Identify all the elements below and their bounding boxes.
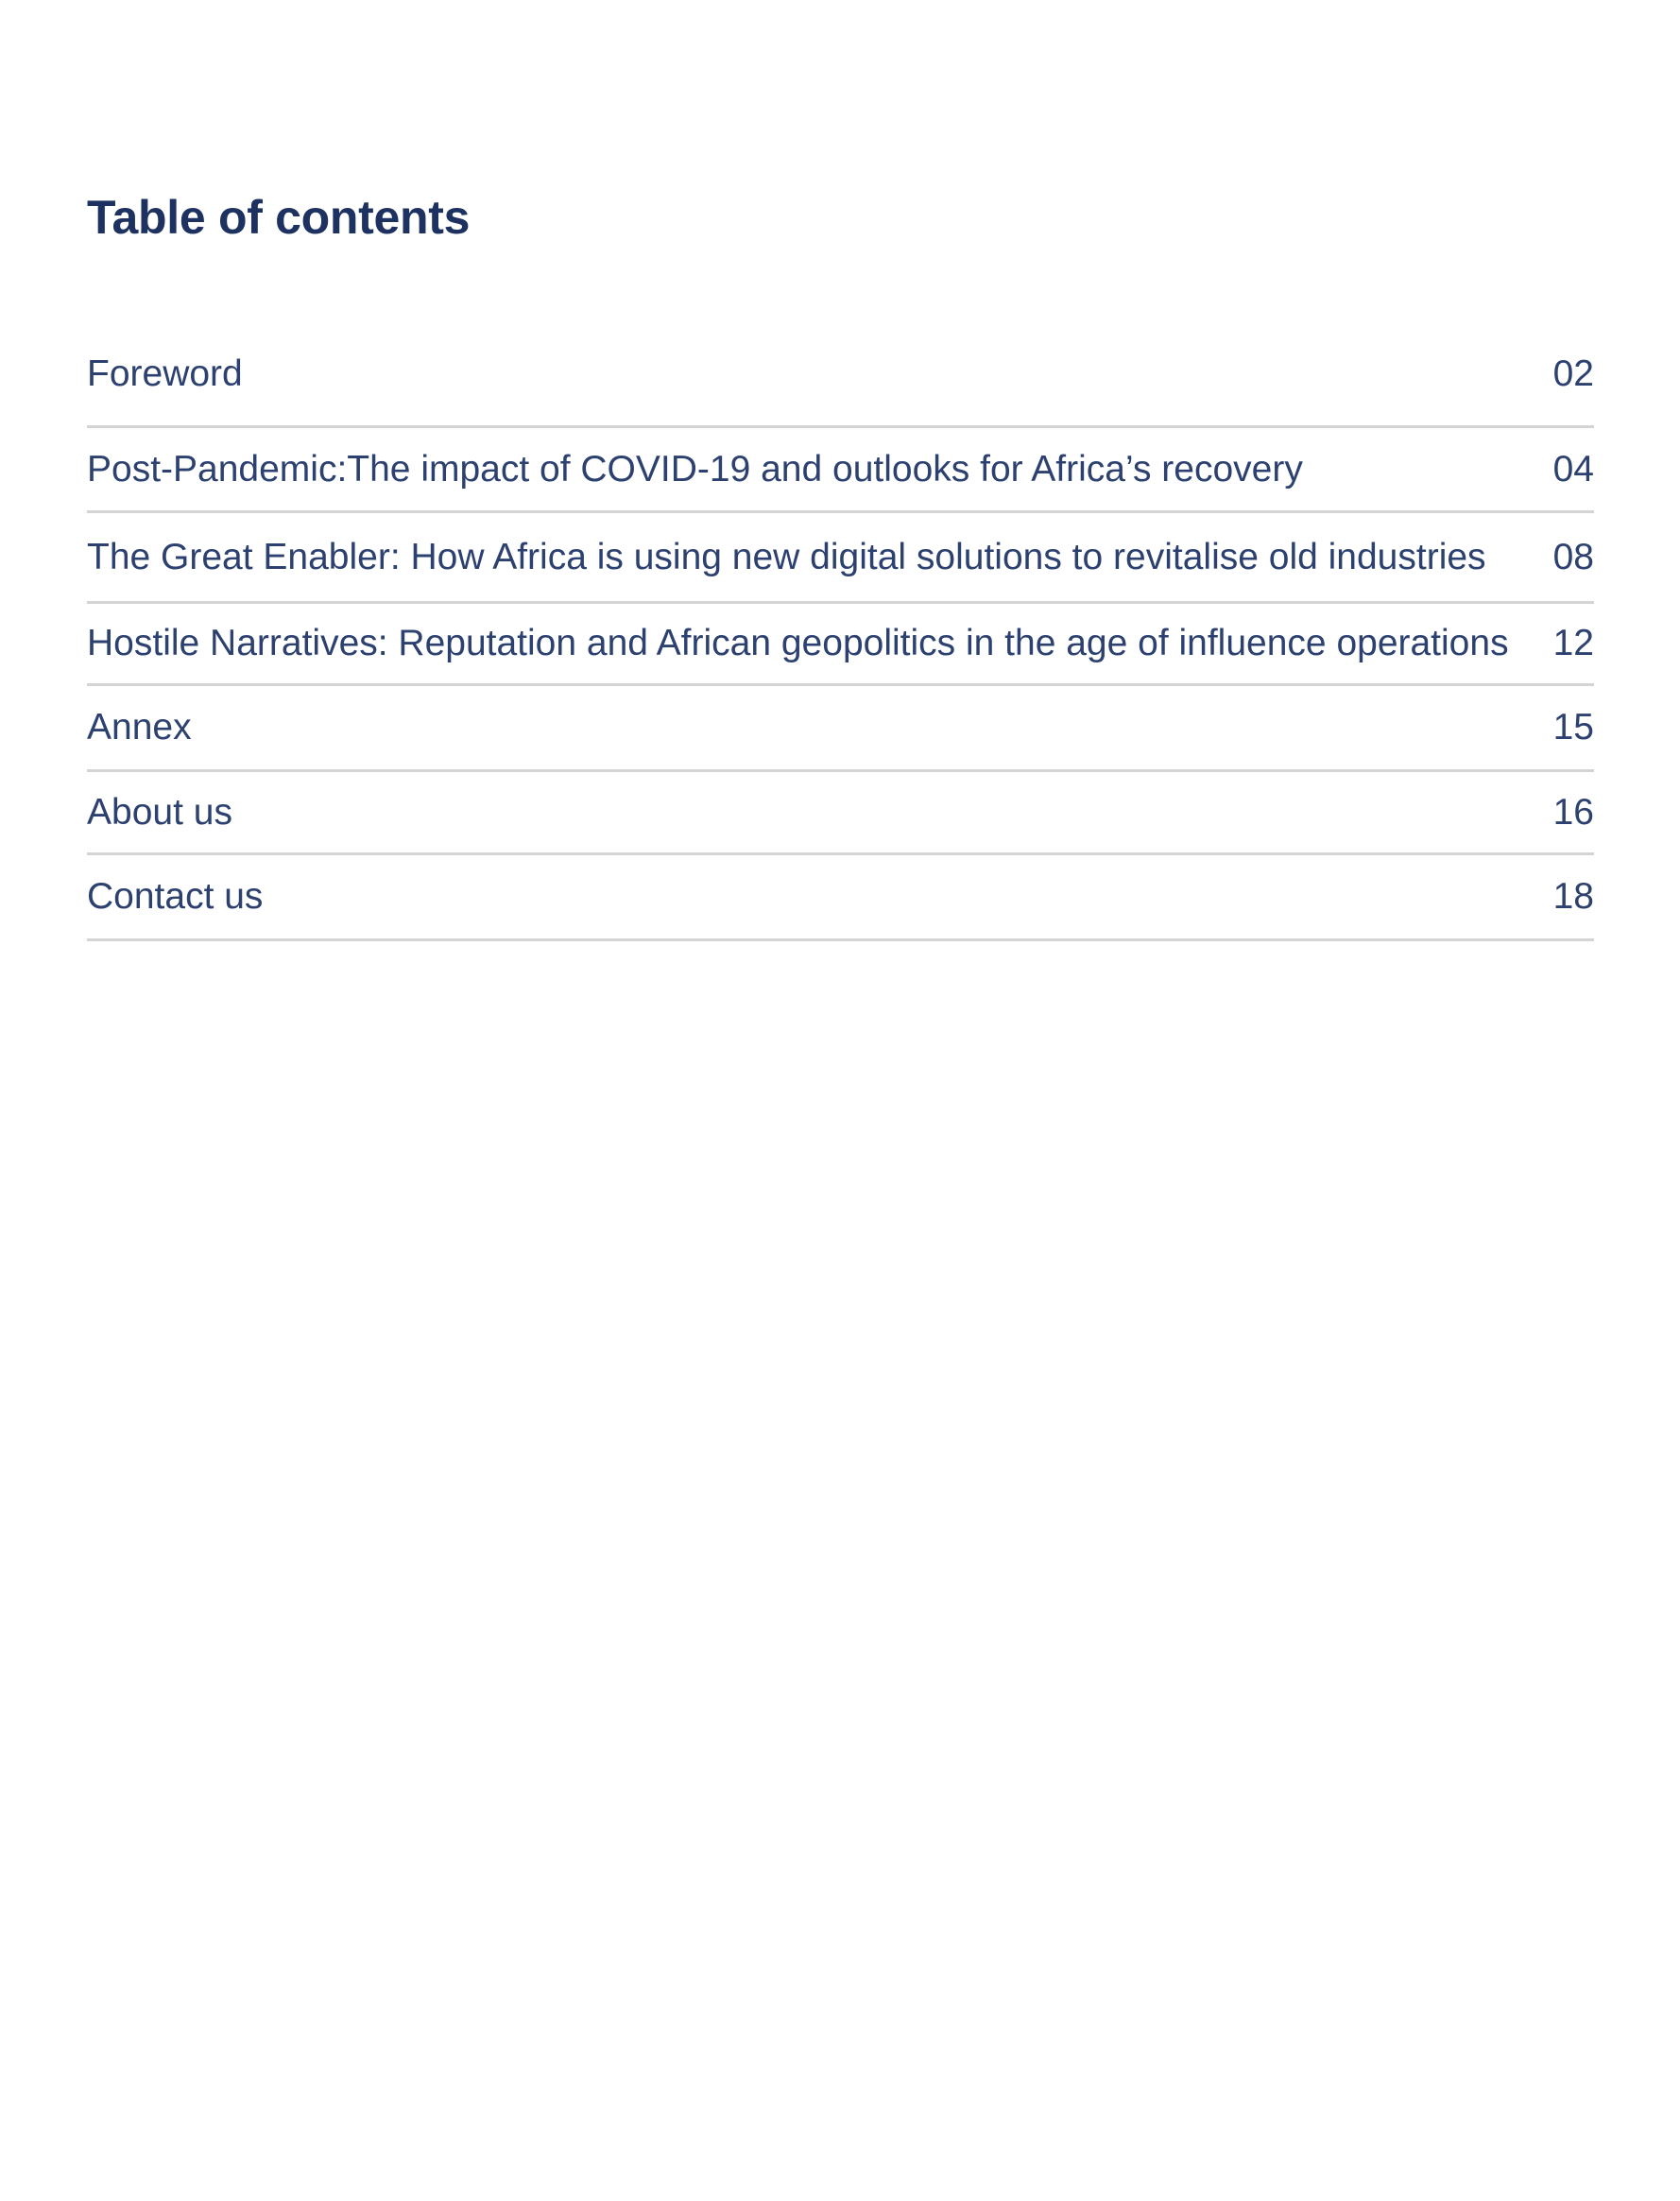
page-title: Table of contents bbox=[87, 191, 471, 244]
toc-entry-great-enabler[interactable] bbox=[87, 513, 1594, 604]
toc-entry-post-pandemic[interactable] bbox=[87, 428, 1594, 513]
toc-entry-page-number: 16 bbox=[1552, 791, 1594, 833]
toc-entry-page-number: 12 bbox=[1552, 623, 1594, 663]
toc-entry-label: Contact us bbox=[87, 876, 264, 917]
toc-entry-hostile-narratives[interactable] bbox=[87, 604, 1594, 686]
toc-entry-about-us[interactable] bbox=[87, 772, 1594, 855]
toc-entry-label: Annex bbox=[87, 707, 192, 748]
toc-entry-page-number: 18 bbox=[1552, 876, 1594, 917]
toc-entry-label: Hostile Narratives: Reputation and African geopolitics in the age of influence operations bbox=[87, 623, 1509, 663]
toc-entry-label: Foreword bbox=[87, 353, 243, 394]
table-of-contents bbox=[87, 342, 1594, 941]
toc-entry-page-number: 04 bbox=[1552, 448, 1594, 490]
toc-entry-label: Post-Pandemic:The impact of COVID-19 and outlooks for Africa’s recovery bbox=[87, 448, 1303, 490]
toc-entry-label: The Great Enabler: How Africa is using new digital solutions to revitalise old industries bbox=[87, 536, 1486, 577]
toc-entry-page-number: 08 bbox=[1552, 536, 1594, 577]
toc-entry-annex[interactable] bbox=[87, 686, 1594, 772]
toc-entry-page-number: 02 bbox=[1552, 353, 1594, 394]
toc-entry-page-number: 15 bbox=[1552, 707, 1594, 748]
toc-entry-contact-us[interactable] bbox=[87, 855, 1594, 941]
toc-entry-label: About us bbox=[87, 791, 232, 833]
toc-entry-foreword[interactable] bbox=[87, 342, 1594, 428]
